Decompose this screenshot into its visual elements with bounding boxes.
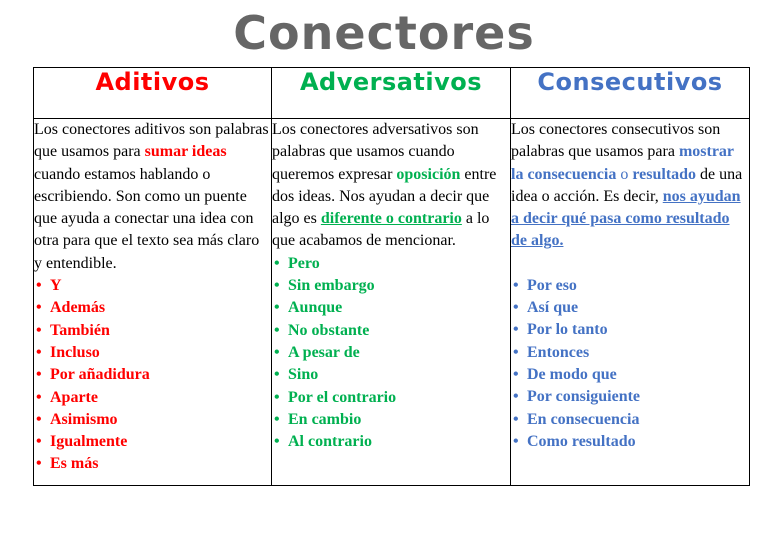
list-item: • Aunque	[272, 297, 510, 319]
highlight-sumar-ideas: sumar ideas	[144, 143, 227, 161]
text: Los conectores aditivos son palabras que usamos para	[34, 121, 269, 161]
list-item: • Aparte	[34, 387, 271, 409]
list-adversativos	[272, 253, 510, 454]
column-consecutivos	[511, 119, 750, 486]
text: entre dos ideas. Nos ayudan a decir que algo es	[272, 165, 497, 228]
highlight-oposicion: oposición	[396, 165, 461, 183]
highlight-consecuencia: mostrar la consecuencia	[511, 143, 734, 183]
list-item: • No obstante	[272, 320, 510, 342]
text: o	[616, 165, 633, 183]
list-item: • Igualmente	[34, 431, 271, 453]
list-item: • También	[34, 320, 271, 342]
list-item: • Así que	[511, 297, 749, 319]
list-item: • Pero	[272, 253, 510, 275]
list-item: • Y	[34, 275, 271, 297]
list-item: • En cambio	[272, 409, 510, 431]
list-item: • Por eso	[511, 275, 749, 297]
list-consecutivos	[511, 275, 749, 453]
body-row	[34, 119, 750, 486]
list-item: • Al contrario	[272, 431, 510, 453]
heading-aditivos: Aditivos	[34, 68, 272, 119]
text: a lo que acabamos de mencionar.	[272, 210, 490, 250]
list-item: • Asimismo	[34, 409, 271, 431]
list-aditivos	[34, 275, 271, 476]
spacer	[511, 253, 749, 275]
page-title: Conectores	[233, 6, 535, 60]
highlight-nos-ayudan: nos ayudan a decir qué pasa como resultado de algo.	[511, 187, 741, 250]
text: de una idea o acción. Es decir,	[511, 165, 743, 205]
list-item: • Por el contrario	[272, 387, 510, 409]
list-item: • Además	[34, 297, 271, 319]
list-item: • Por añadidura	[34, 364, 271, 386]
list-item: • Entonces	[511, 342, 749, 364]
connectors-table	[33, 67, 750, 486]
list-item: • Por consiguiente	[511, 386, 749, 408]
list-item: • Sin embargo	[272, 275, 510, 297]
heading-adversativos: Adversativos	[272, 68, 511, 119]
heading-consecutivos: Consecutivos	[511, 68, 750, 119]
column-aditivos	[34, 119, 272, 486]
list-item: • Es más	[34, 453, 271, 475]
highlight-diferente: diferente o contrario	[320, 210, 462, 228]
list-item: • De modo que	[511, 364, 749, 386]
text: Los conectores adversativos son palabras que usamos cuando queremos expresar	[272, 121, 479, 183]
header-row	[34, 68, 750, 119]
list-item: • Por lo tanto	[511, 319, 749, 341]
text: Los conectores consecutivos son palabras que usamos para	[511, 121, 721, 161]
list-item: • Como resultado	[511, 431, 749, 453]
highlight-resultado: resultado	[632, 165, 697, 183]
list-item: • A pesar de	[272, 342, 510, 364]
list-item: • En consecuencia	[511, 409, 749, 431]
description-consecutivos	[511, 119, 749, 253]
column-adversativos	[272, 119, 511, 486]
description-aditivos	[34, 119, 271, 275]
list-item: • Incluso	[34, 342, 271, 364]
text: cuando estamos hablando o escribiendo. Son como un puente que ayuda a conectar una idea con otra para que el texto sea más claro y entendible.	[34, 165, 260, 272]
description-adversativos	[272, 119, 510, 253]
list-item: • Sino	[272, 364, 510, 386]
